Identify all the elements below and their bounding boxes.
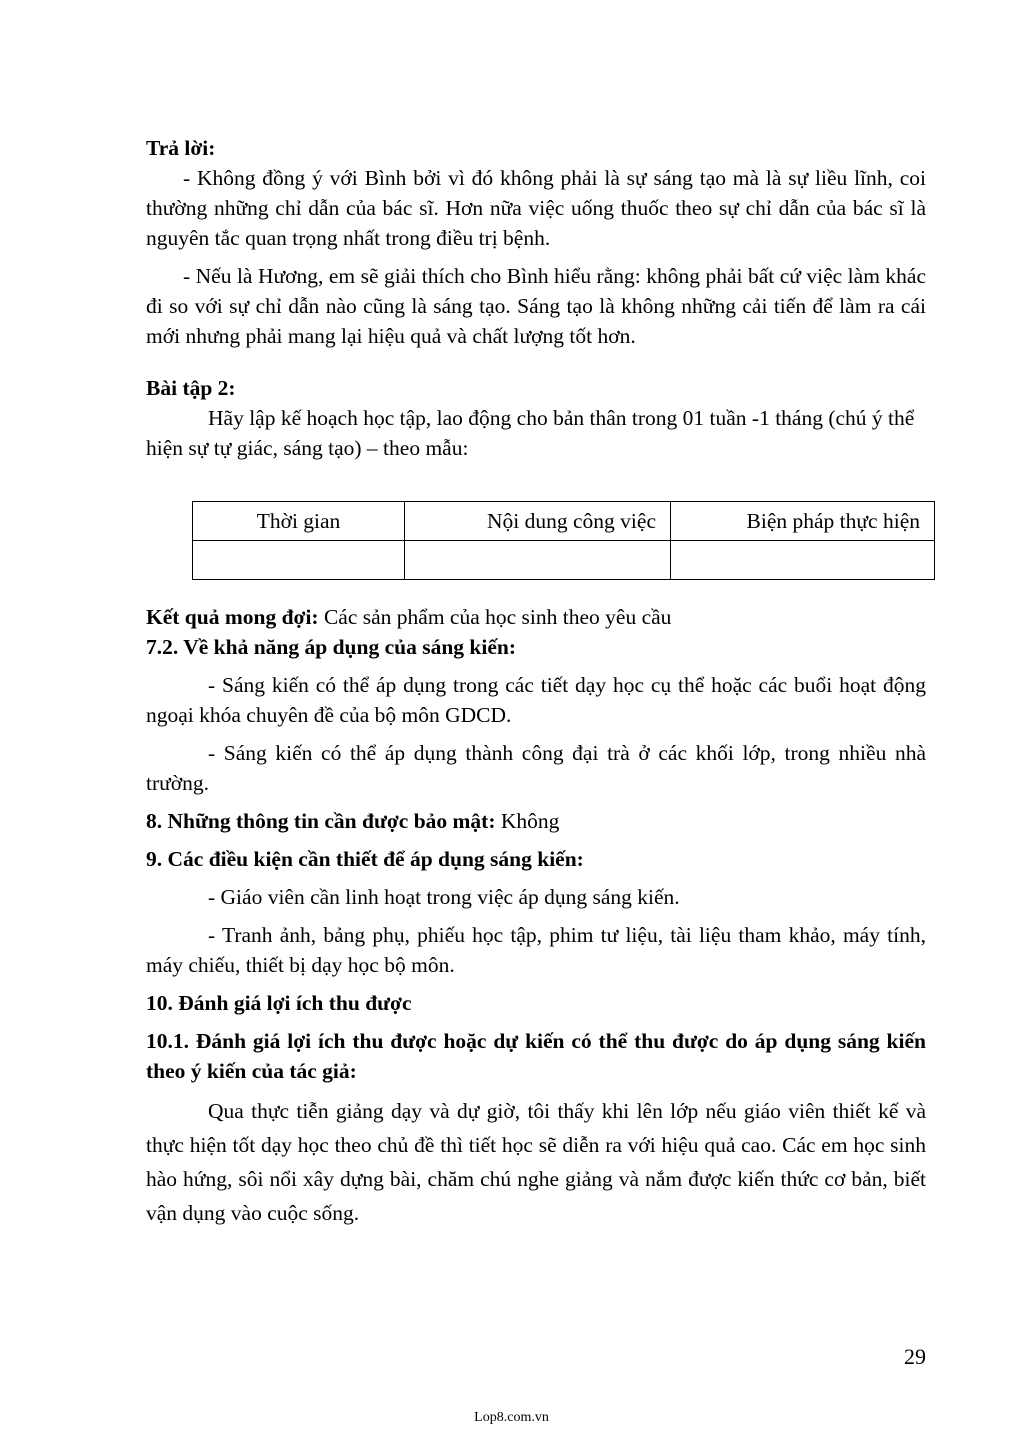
section-9-paragraph-2: - Tranh ảnh, bảng phụ, phiếu học tập, phim tư liệu, tài liệu tham khảo, máy tính, máy chiếu, thiết bị dạy học bộ môn. [146, 923, 926, 977]
tra-loi-paragraph-2: - Nếu là Hương, em sẽ giải thích cho Bình hiểu rằng: không phải bất cứ việc làm khác đi so với sự chỉ dẫn nào cũng là sáng tạo. Sáng tạo là không những cải tiến để làm ra cái mới nhưng phải mang lại hiệu quả và chất lượng tốt hơn. [146, 264, 926, 348]
tra-loi-paragraph-1: - Không đồng ý với Bình bởi vì đó không phải là sự sáng tạo mà là sự liều lĩnh, coi thường những chỉ dẫn của bác sĩ. Hơn nữa việc uống thuốc theo sự chỉ dẫn của bác sĩ là nguyên tắc quan trọng nhất trong điều trị bệnh. [146, 166, 926, 250]
bai-tap-2-text: Hãy lập kế hoạch học tập, lao động cho bản thân trong 01 tuần -1 tháng (chú ý thể hiện sự tự giác, sáng tạo) – theo mẫu: [146, 406, 915, 460]
plan-table [192, 501, 935, 580]
section-9-heading: 9. Các điều kiện cần thiết để áp dụng sáng kiến: [146, 847, 584, 871]
bai-tap-2-heading: Bài tập 2: [146, 376, 236, 400]
ket-qua-line [146, 602, 926, 632]
tra-loi-heading: Trả lời: [146, 136, 216, 160]
ket-qua-text: Các sản phẩm của học sinh theo yêu cầu [318, 605, 672, 629]
table-header-method: Biện pháp thực hiện [671, 502, 935, 541]
section-10-1-heading: 10.1. Đánh giá lợi ích thu được hoặc dự kiến có thể thu được do áp dụng sáng kiến theo ý kiến của tác giả: [146, 1029, 926, 1083]
table-cell-method [671, 541, 935, 580]
section-8-label: 8. Những thông tin cần được bảo mật: [146, 809, 496, 833]
plan-table-header-row [193, 502, 935, 541]
ket-qua-label: Kết quả mong đợi: [146, 605, 319, 629]
table-cell-content [405, 541, 671, 580]
section-7-2-heading: 7.2. Về khả năng áp dụng của sáng kiến: [146, 635, 517, 659]
section-8-line [146, 806, 926, 836]
plan-table-empty-row [193, 541, 935, 580]
section-9-paragraph-1: - Giáo viên cần linh hoạt trong việc áp dụng sáng kiến. [208, 885, 680, 909]
section-10-1-paragraph: Qua thực tiễn giảng dạy và dự giờ, tôi thấy khi lên lớp nếu giáo viên thiết kế và thực hiện tốt dạy học theo chủ đề thì tiết học sẽ diễn ra với hiệu quả cao. Các em học sinh hào hứng, sôi nổi xây dựng bài, chăm chú nghe giảng và nắm được kiến thức cơ bản, biết vận dụng vào cuộc sống. [146, 1099, 926, 1225]
document-page [146, 133, 926, 1230]
footer-site-label: Lop8.com.vn [474, 1410, 549, 1425]
table-header-content: Nội dung công việc [405, 502, 671, 541]
page-number: 29 [904, 1344, 926, 1369]
table-cell-time [193, 541, 405, 580]
section-7-2-paragraph-1: - Sáng kiến có thể áp dụng trong các tiết dạy học cụ thể hoặc các buổi hoạt động ngoại khóa chuyên đề của bộ môn GDCD. [146, 673, 926, 727]
table-header-time: Thời gian [193, 502, 405, 541]
section-7-2-paragraph-2: - Sáng kiến có thể áp dụng thành công đại trà ở các khối lớp, trong nhiều nhà trường. [146, 741, 926, 795]
section-10-heading: 10. Đánh giá lợi ích thu được [146, 991, 412, 1015]
section-8-text: Không [495, 809, 560, 833]
